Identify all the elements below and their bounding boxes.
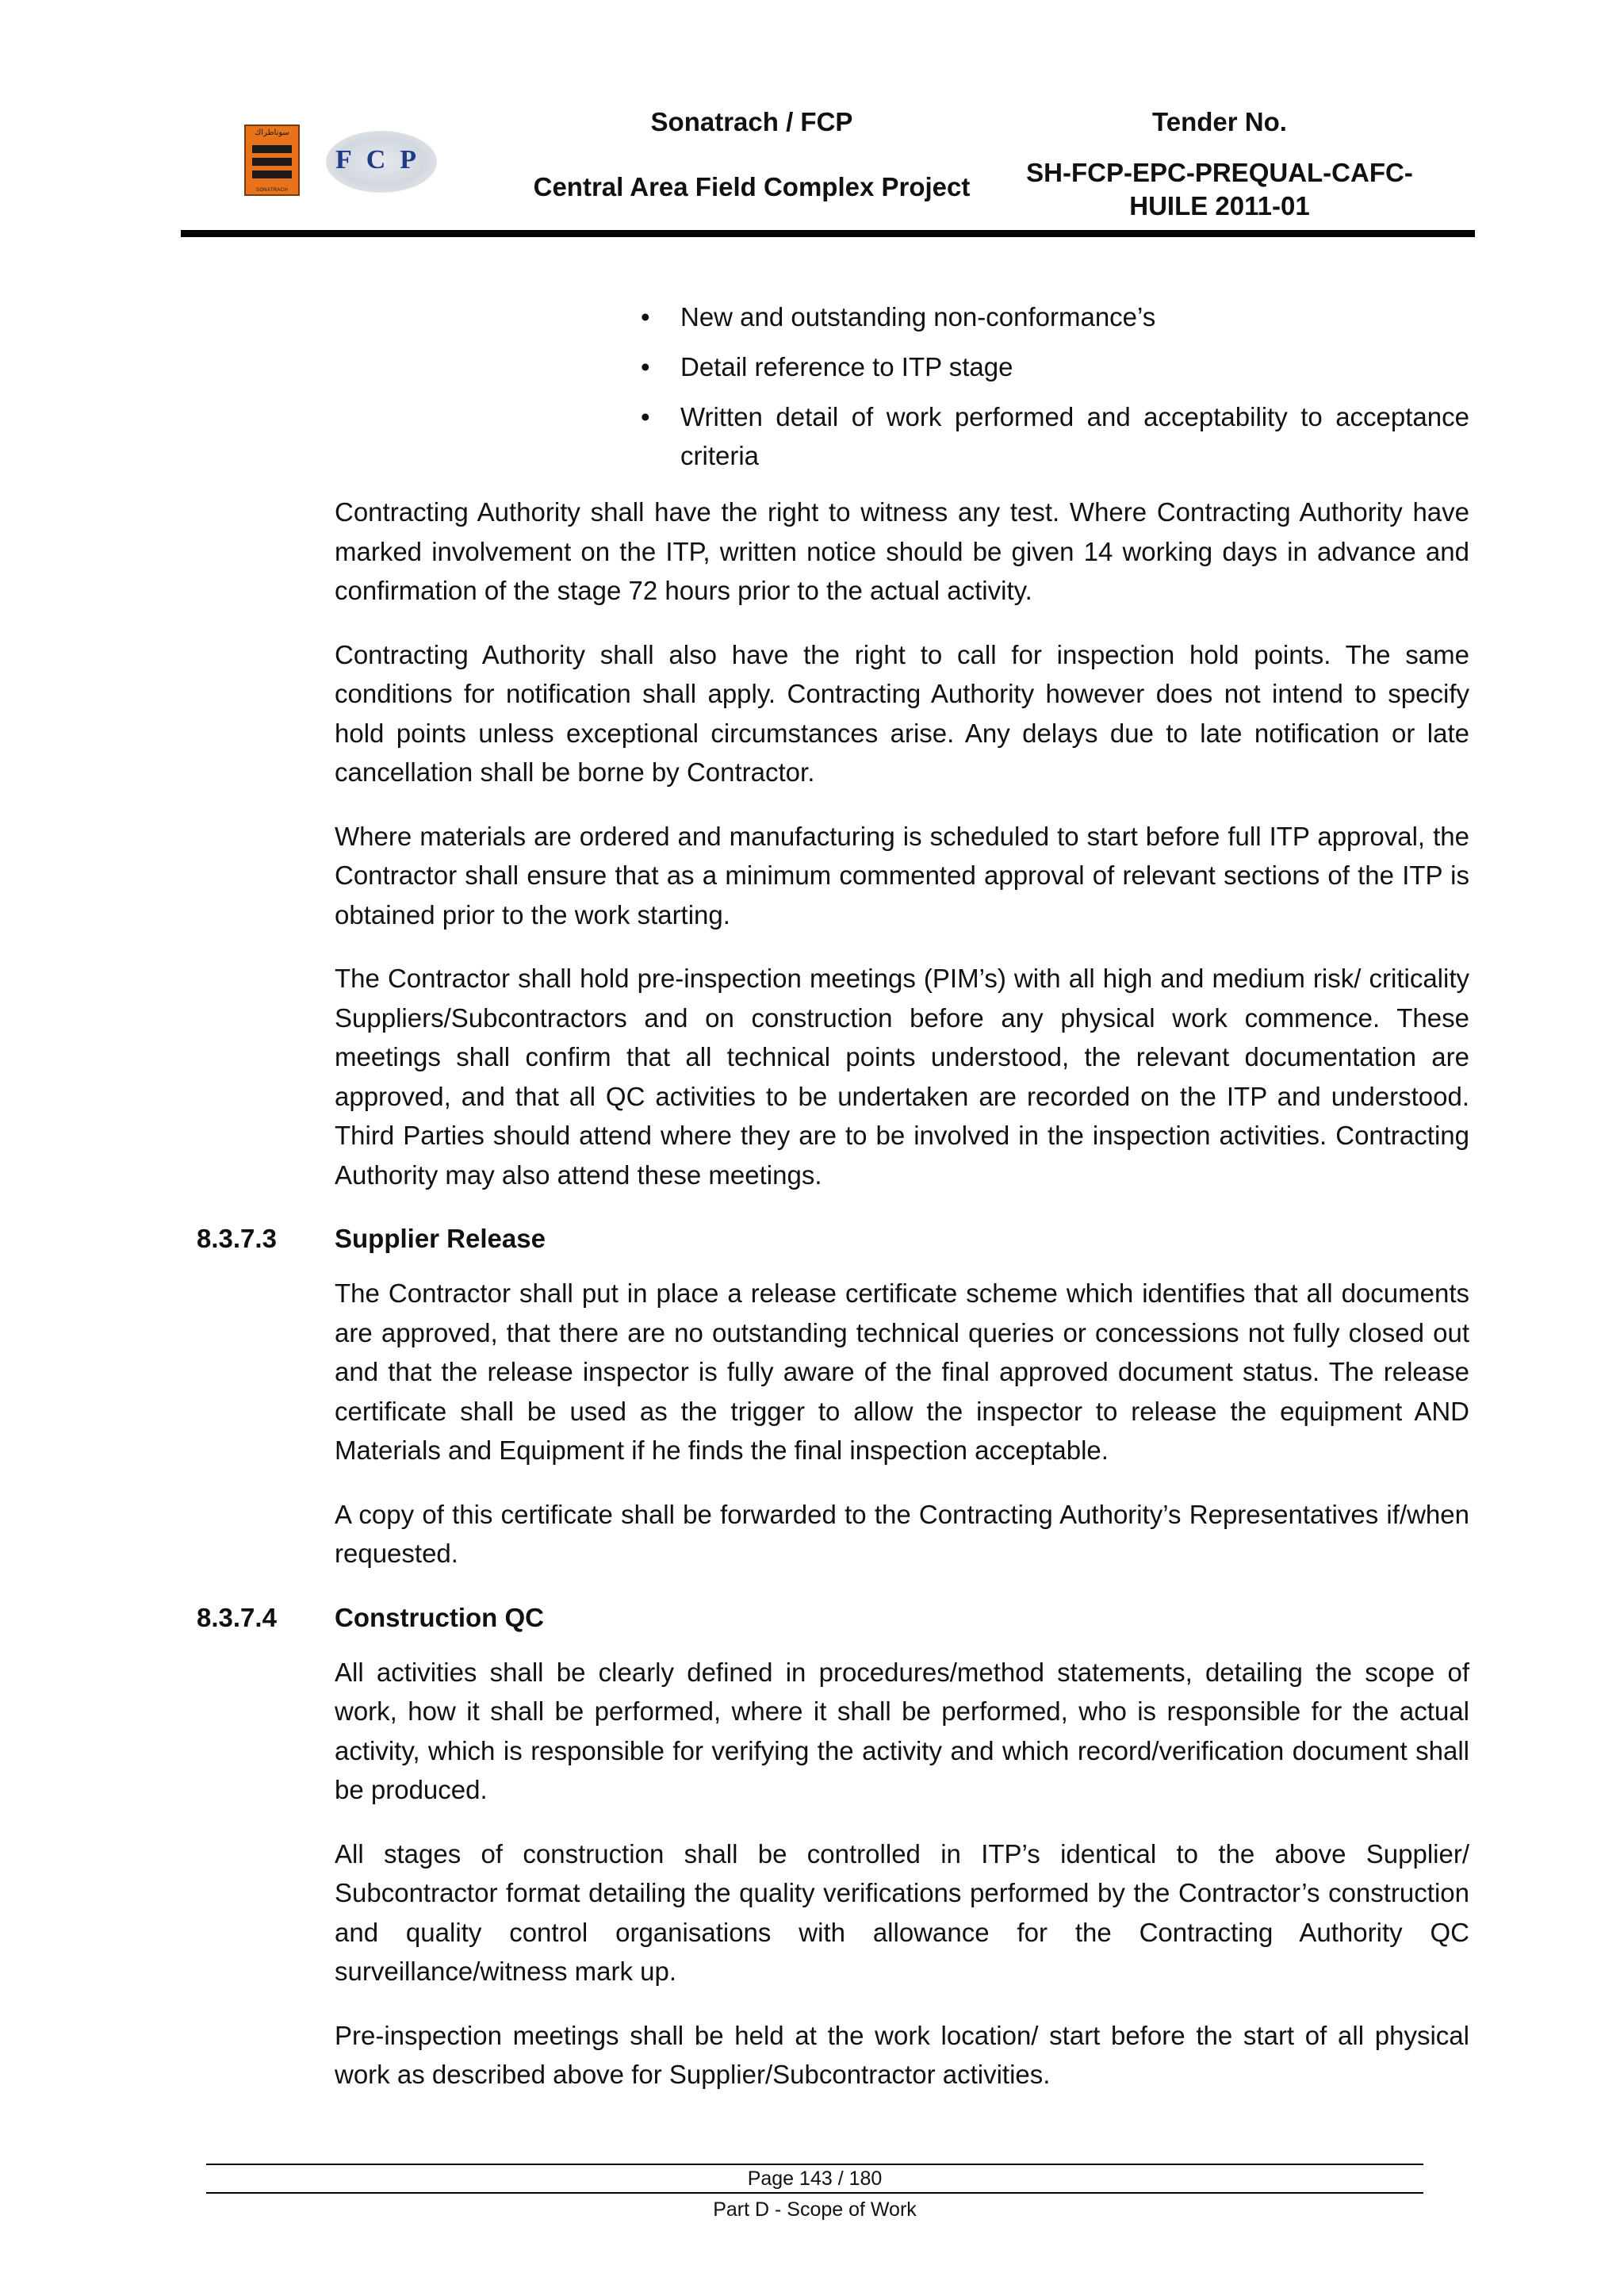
document-body bbox=[197, 297, 1469, 2119]
bullet-item: • Detail reference to ITP stage bbox=[641, 347, 1469, 386]
bullet-item: • New and outstanding non-conformance’s bbox=[641, 297, 1469, 336]
paragraph: Pre-inspection meetings shall be held at the work location/ start before the start of all physical work as described above for Supplier/Subcontractor activities. bbox=[335, 2020, 1469, 2089]
sonatrach-logo bbox=[244, 125, 300, 196]
sonatrach-logo-arabic: سوناطراك bbox=[255, 128, 289, 137]
paragraph: Contracting Authority shall have the right to witness any test. Where Contracting Authority have marked involvement on the ITP, written notice should be given 14 working days in advance and confirmation of the stage 72 hours prior to the actual activity. bbox=[335, 497, 1469, 605]
fcp-logo bbox=[320, 131, 446, 194]
footer-divider-bottom bbox=[206, 2192, 1423, 2194]
section-number: 8.3.7.3 bbox=[197, 1224, 277, 1253]
bullet-list bbox=[641, 297, 1469, 475]
paragraph: Contracting Authority shall also have the right to call for inspection hold points. The same conditions for notification shall apply. Contracting Authority however does not intend to specify hold points unless exceptional circumstances arise. Any delays due to late notification or late cancellation shall be borne by Contractor. bbox=[335, 639, 1469, 787]
paragraph: All activities shall be clearly defined in procedures/method statements, detailing the scope of work, how it shall be performed, where it shall be performed, who is responsible for the actual activity, which is responsible for verifying the activity and which record/verification document shall be produced. bbox=[335, 1657, 1469, 1804]
bullet-item: • Written detail of work performed and acceptability to acceptance criteria bbox=[641, 397, 1469, 475]
page-number: Page 143 / 180 bbox=[747, 2168, 883, 2190]
sonatrach-logo-text: SONATRACH bbox=[256, 188, 288, 193]
footer-divider-top bbox=[206, 2164, 1423, 2165]
footer-part-label: Part D - Scope of Work bbox=[713, 2198, 917, 2221]
header-title: Sonatrach / FCP bbox=[650, 107, 853, 136]
section-heading bbox=[197, 1598, 1469, 1637]
paragraph: Where materials are ordered and manufacturing is scheduled to start before full ITP approval, the Contractor shall ensure that as a minimum commented approval of relevant sections of the ITP is obtained prior to the work starting. bbox=[335, 821, 1469, 930]
paragraph: The Contractor shall hold pre-inspection meetings (PIM’s) with all high and medium risk/ criticality Suppliers/Subcontractors and on construction before any physical work commence. These meetings shall confirm that all technical points understood, the relevant documentation are approved, and that all QC activities to be undertaken are recorded on the ITP and understood. Third Parties should attend where they are to be involved in the inspection activities. Contracting Authority may also attend these meetings. bbox=[335, 964, 1469, 1190]
header-divider bbox=[181, 230, 1475, 237]
paragraph: A copy of this certificate shall be forwarded to the Contracting Authority’s Representatives if/when requested. bbox=[335, 1499, 1469, 1568]
paragraph: The Contractor shall put in place a release certificate scheme which identifies that all documents are approved, that there are no outstanding technical queries or concessions not fully closed out and that the release inspector is fully aware of the final approved document status. The release certificate shall be used as the trigger to allow the inspector to release the equipment AND Materials and Equipment if he finds the final inspection acceptable. bbox=[335, 1278, 1469, 1465]
tender-label: Tender No. bbox=[1152, 107, 1287, 136]
section-number: 8.3.7.4 bbox=[197, 1602, 277, 1632]
page-header bbox=[181, 99, 1475, 234]
paragraph: All stages of construction shall be controlled in ITP’s identical to the above Supplier/ Subcontractor format detailing the quality verifications performed by the Contractor’s construction and quality control organisations with allowance for the Contracting Authority QC surveillance/witness mark up. bbox=[335, 1838, 1469, 1986]
section-title: Supplier Release bbox=[335, 1224, 546, 1253]
header-project-name: Central Area Field Complex Project bbox=[533, 172, 971, 201]
section-heading bbox=[197, 1219, 1469, 1258]
fcp-logo-text: FCP bbox=[335, 145, 431, 174]
tender-number: SH-FCP-EPC-PREQUAL-CAFC-HUILE 2011-01 bbox=[1026, 158, 1413, 220]
section-title: Construction QC bbox=[335, 1602, 544, 1632]
